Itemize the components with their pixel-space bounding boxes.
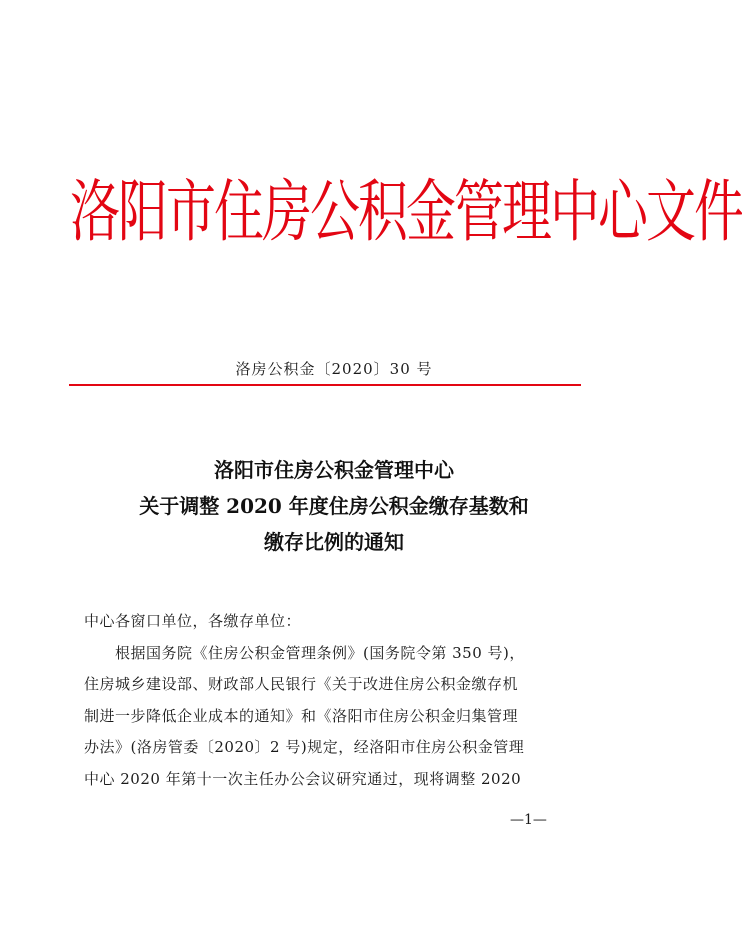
body-line: 住房城乡建设部、财政部人民银行《关于改进住房公积金缴存机 [84, 675, 519, 694]
salutation: 中心各窗口单位，各缴存单位： [84, 612, 302, 630]
body-line: 办法》(洛房管委〔2020〕2 号)规定，经洛阳市住房公积金管理 [84, 738, 525, 757]
document-number: 洛房公积金〔2020〕30 号 [235, 360, 433, 378]
notice-title-line: 缴存比例的通知 [264, 530, 404, 554]
notice-title [60, 452, 608, 560]
notice-title-line: 关于调整 2020 年度住房公积金缴存基数和 [139, 494, 529, 518]
red-separator-line [69, 384, 581, 386]
page-number: —1— [510, 812, 547, 828]
body-line: 根据国务院《住房公积金管理条例》(国务院令第 350 号)， [115, 643, 525, 662]
agency-header-title: 洛阳市住房公积金管理中心文件 [70, 172, 742, 252]
notice-body [84, 606, 584, 796]
body-line: 中心 2020 年第十一次主任办公会议研究通过，现将调整 2020 [84, 769, 522, 788]
notice-title-line: 洛阳市住房公积金管理中心 [214, 458, 454, 482]
body-line: 制进一步降低企业成本的通知》和《洛阳市住房公积金归集管理 [84, 706, 519, 725]
